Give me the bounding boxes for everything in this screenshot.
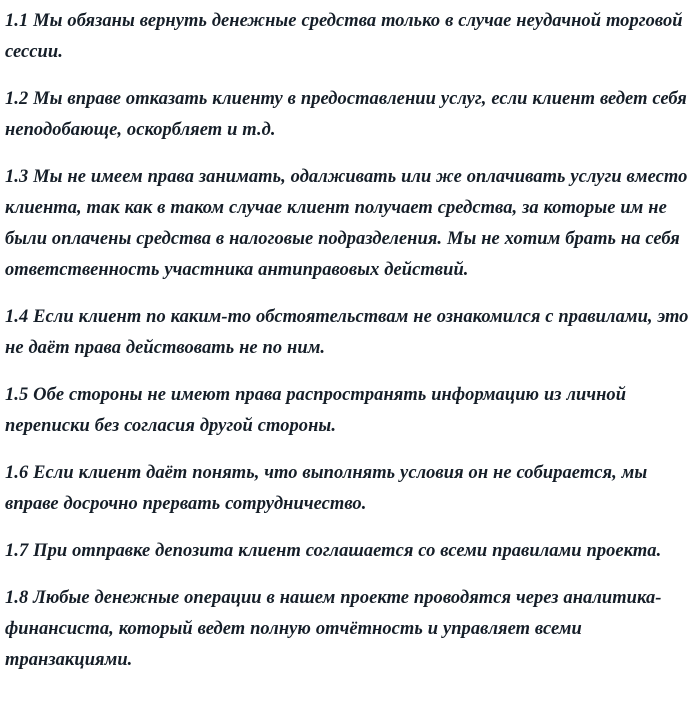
clause-1-3 [5, 162, 694, 286]
clause-text: Обе стороны не имеют права распространять информацию из личной переписки без согласия другой стороны. [5, 385, 627, 436]
clause-text: Мы вправе отказать клиенту в предоставлении услуг, если клиент ведет себя неподобающе, оскорбляет и т.д. [5, 89, 687, 140]
clause-1-4 [5, 302, 694, 364]
clause-1-8 [5, 583, 694, 676]
clause-number: 1.4 [5, 307, 29, 327]
clause-text: При отправке депозита клиент соглашается со всеми правилами проекта. [33, 541, 662, 561]
clause-number: 1.6 [5, 463, 29, 483]
clause-text: Мы не имеем права занимать, одалживать или же оплачивать услуги вместо клиента, так как в таком случае клиент получает средства, за которые им не были оплачены средства в налоговые подразделения. Мы не хотим брать на себя ответственность участника антиправовых действий. [5, 167, 688, 280]
clause-1-7 [5, 536, 694, 567]
clause-number: 1.8 [5, 588, 29, 608]
clause-1-5 [5, 380, 694, 442]
clause-text: Мы обязаны вернуть денежные средства только в случае неудачной торговой сессии. [5, 11, 683, 62]
clause-1-2 [5, 84, 694, 146]
clause-text: Если клиент по каким-то обстоятельствам не ознакомился с правилами, это не даёт права действовать не по ним. [5, 307, 689, 358]
clause-text: Любые денежные операции в нашем проекте проводятся через аналитика-финансиста, который ведет полную отчётность и управляет всеми транзакциями. [5, 588, 662, 670]
clause-1-1 [5, 6, 694, 68]
clause-text: Если клиент даёт понять, что выполнять условия он не собирается, мы вправе досрочно прервать сотрудничество. [5, 463, 648, 514]
clause-number: 1.1 [5, 11, 29, 31]
clause-number: 1.2 [5, 89, 29, 109]
clause-number: 1.3 [5, 167, 29, 187]
clause-number: 1.5 [5, 385, 29, 405]
clause-1-6 [5, 458, 694, 520]
clause-number: 1.7 [5, 541, 29, 561]
